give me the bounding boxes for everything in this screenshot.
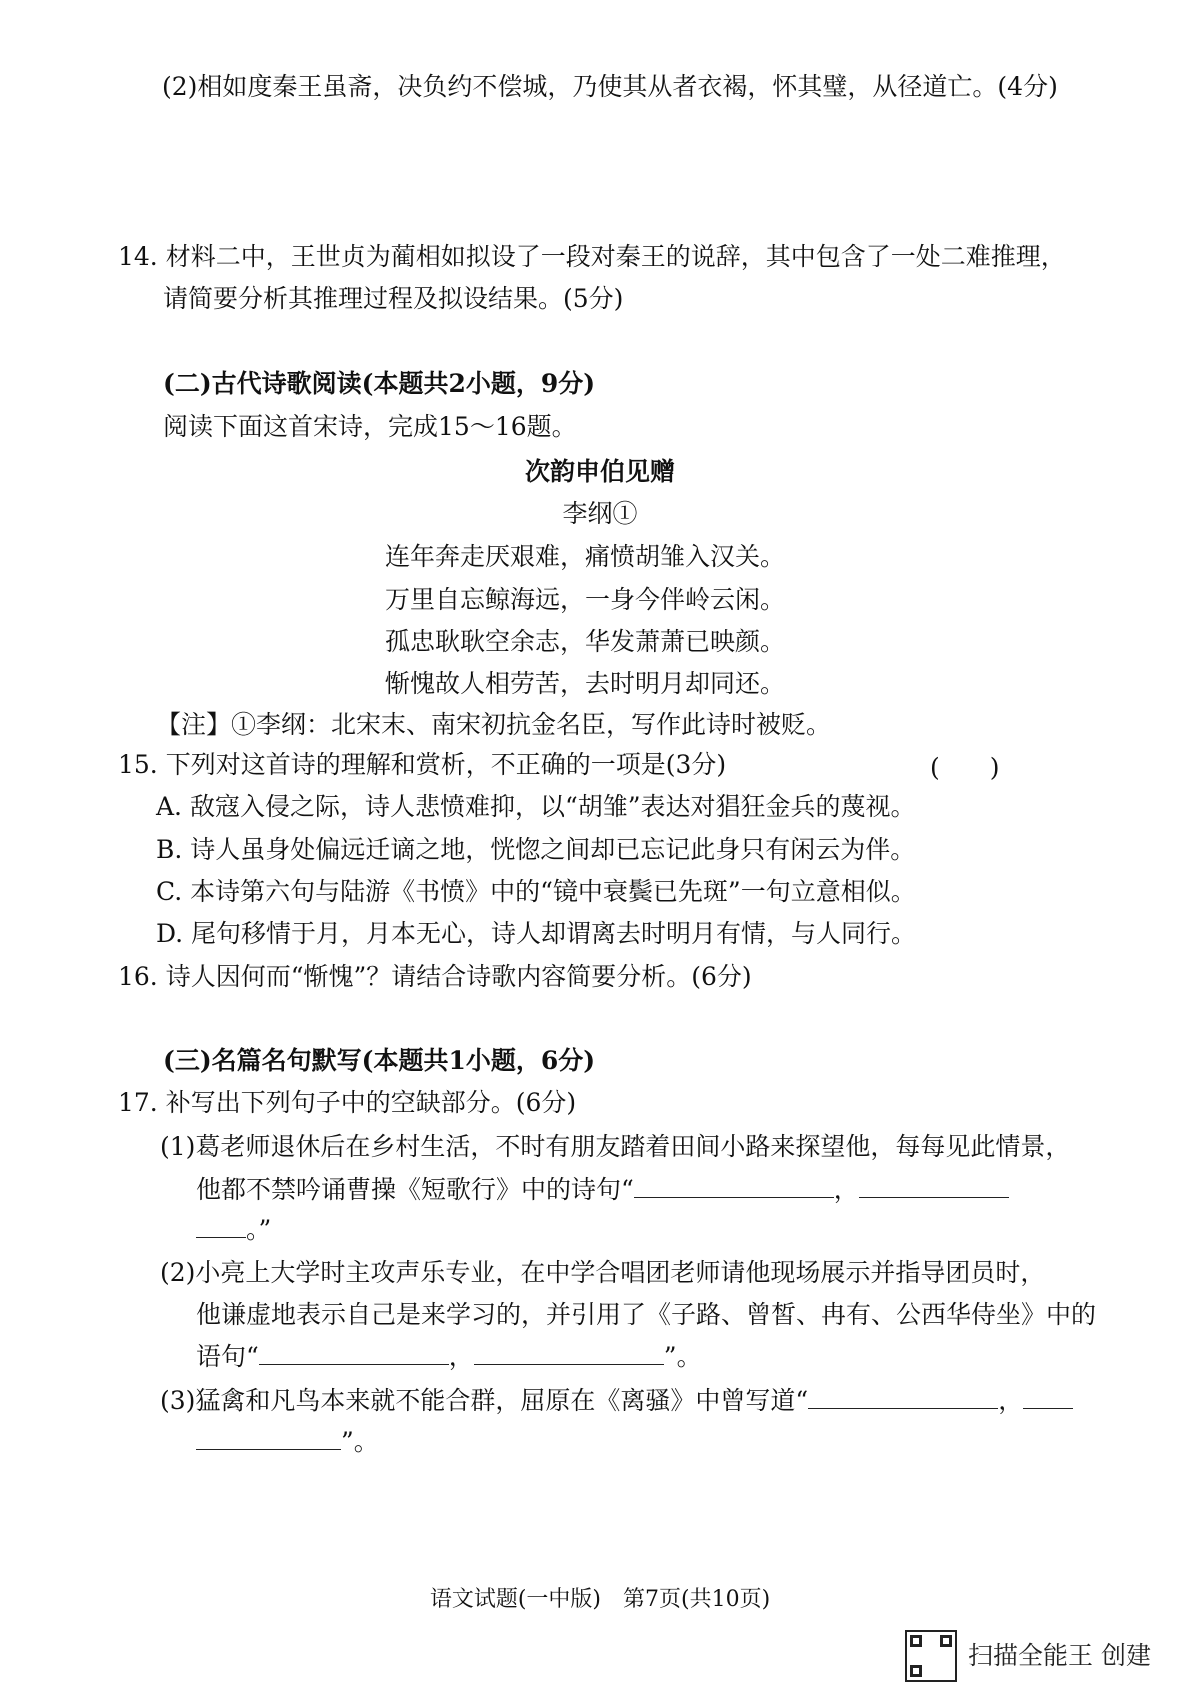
fill-blank[interactable] (808, 1386, 998, 1409)
section-2-instruction: 阅读下面这首宋诗，完成15～16题。 (163, 412, 577, 441)
question-13-2: (2)相如度秦王虽斋，决负约不偿城，乃使其从者衣褐，怀其璧，从径道亡。(4分) (162, 72, 1058, 101)
section-2-title: (二)古代诗歌阅读(本题共2小题，9分) (163, 369, 596, 398)
poem-line: 孤忠耿耿空余志，华发萧萧已映颜。 (385, 627, 786, 656)
section-3-title: (三)名篇名句默写(本题共1小题，6分) (163, 1046, 596, 1075)
poem-note: 【注】①李纲：北宋末、南宋初抗金名臣，写作此诗时被贬。 (156, 710, 832, 739)
question-16: 16. 诗人因何而“惭愧”？请结合诗歌内容简要分析。(6分) (118, 962, 752, 991)
fill-blank[interactable] (196, 1215, 246, 1238)
qr-code-icon (905, 1630, 957, 1682)
option-c: C. 本诗第六句与陆游《书愤》中的“镜中衰鬓已先斑”一句立意相似。 (156, 877, 916, 906)
question-17-3-line2: ”。 (196, 1425, 379, 1459)
question-17-2-line1: (2)小亮上大学时主攻声乐专业，在中学合唱团老师请他现场展示并指导团员时， (160, 1258, 1046, 1287)
fill-blank[interactable] (634, 1175, 834, 1198)
scanner-watermark: 扫描全能王 创建 (968, 1641, 1151, 1670)
page-footer: 语文试题(一中版) 第7页(共10页) (429, 1587, 771, 1612)
question-14-line1: 14. 材料二中，王世贞为蔺相如拟设了一段对秦王的说辞，其中包含了一处二难推理， (118, 242, 1066, 271)
question-17-stem: 17. 补写出下列句子中的空缺部分。(6分) (118, 1088, 577, 1117)
fill-blank[interactable] (1023, 1386, 1073, 1409)
poem-title: 次韵申伯见赠 (524, 457, 675, 486)
question-17-1-line3: 。” (196, 1213, 271, 1247)
poem-line: 万里自忘鲸海远，一身今伴岭云闲。 (385, 585, 786, 614)
option-b: B. 诗人虽身处偏远迁谪之地，恍惚之间却已忘记此身只有闲云为伴。 (156, 835, 916, 864)
fill-blank[interactable] (474, 1342, 664, 1365)
poem-author: 李纲① (562, 499, 638, 528)
option-a: A. 敌寇入侵之际，诗人悲愤难抑，以“胡雏”表达对猖狂金兵的蔑视。 (156, 792, 916, 821)
question-17-3-line1: (3)猛禽和凡鸟本来就不能合群，屈原在《离骚》中曾写道“ ， (160, 1384, 1073, 1418)
poem-line: 惭愧故人相劳苦，去时明月却同还。 (385, 669, 786, 698)
question-17-1-line1: (1)葛老师退休后在乡村生活，不时有朋友踏着田间小路来探望他，每每见此情景， (160, 1132, 1071, 1161)
question-17-2-line3: 语句“ ， ”。 (196, 1342, 702, 1371)
fill-blank[interactable] (859, 1175, 1009, 1198)
question-17-2-line2: 他谦虚地表示自己是来学习的，并引用了《子路、曾皙、冉有、公西华侍坐》中的 (196, 1300, 1097, 1329)
question-14-line2: 请简要分析其推理过程及拟设结果。(5分) (163, 284, 624, 313)
question-15-stem: 15. 下列对这首诗的理解和赏析，不正确的一项是(3分) (118, 750, 727, 779)
fill-blank[interactable] (196, 1427, 341, 1450)
option-d: D. 尾句移情于月，月本无心，诗人却谓离去时明月有情，与人同行。 (156, 919, 917, 948)
fill-blank[interactable] (259, 1342, 449, 1365)
answer-parentheses[interactable]: ( ) (930, 753, 1000, 782)
poem-line: 连年奔走厌艰难，痛愤胡雏入汉关。 (385, 542, 786, 571)
question-17-1-line2: 他都不禁吟诵曹操《短歌行》中的诗句“ ， (196, 1173, 1009, 1207)
